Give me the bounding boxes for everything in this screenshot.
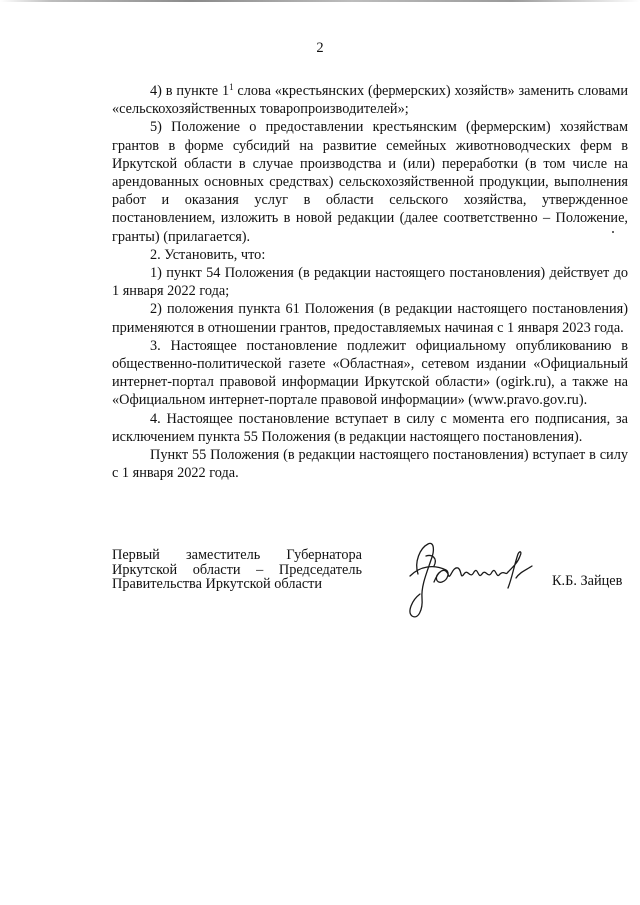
- paragraph-4: 4. Настоящее постановление вступает в силу с момента его подписания, за исключением пункта 55 Положения (в редакции настоящего постановления).: [112, 410, 628, 445]
- document-body: [112, 82, 628, 482]
- paragraph-1-4-end: слова «крестьянских (фермерских) хозяйств» заменить словами «сельскохозяйственных товаропроизводителей»;: [112, 83, 628, 118]
- paragraph-1-4: [112, 82, 628, 118]
- paragraph-3: 3. Настоящее постановление подлежит официальному опубликованию в общественно-политической газете «Областная», сетевом издании «Официальный интернет-портал правовой информации Иркутской области» (ogirk.ru), а также на «Официальном интернет-портале правовой информации» (www.pravo.gov.ru).: [112, 337, 628, 409]
- signatory-name: К.Б. Зайцев: [552, 573, 623, 589]
- paragraph-2-2: 2) положения пункта 61 Положения (в редакции настоящего постановления) применяются в отношении грантов, предоставляемых начиная с 1 января 2023 года.: [112, 301, 628, 336]
- paragraph-1-5: 5) Положение о предоставлении крестьянским (фермерским) хозяйствам грантов в форме субсидий на развитие семейных животноводческих ферм в Иркутской области в случае производства и (или) переработки (в том числе на арендованных основных средствах) сельскохозяйственной продукции, выполнения работ и оказания услуг в области сельского хозяйства, утвержденное постановлением, изложить в новой редакции (далее соответственно – Положение, гранты) (прилагается).: [112, 119, 628, 245]
- signatory-title-line: Правительства Иркутской области: [112, 576, 323, 593]
- paragraph-4-addendum: Пункт 55 Положения (в редакции настоящего постановления) вступает в силу с 1 января 2022 года.: [112, 447, 628, 482]
- paragraph-1-4-start: 4) в пункте 1: [150, 83, 230, 99]
- scan-top-edge: [0, 0, 640, 2]
- signatory-title: [112, 548, 362, 592]
- paragraph-2: 2. Установить, что:: [150, 246, 266, 263]
- signatory-title-line: Иркутской области – Председатель: [112, 561, 362, 578]
- paragraph-2-1: 1) пункт 54 Положения (в редакции настоящего постановления) действует до 1 января 2022 года;: [112, 265, 628, 300]
- superscript-index: 1: [229, 82, 234, 92]
- signature-block: [112, 548, 632, 628]
- signatory-title-line: Первый заместитель Губернатора: [112, 547, 362, 563]
- page-number: 2: [316, 40, 324, 56]
- scan-speck: [612, 231, 614, 233]
- handwritten-signature: [404, 536, 554, 624]
